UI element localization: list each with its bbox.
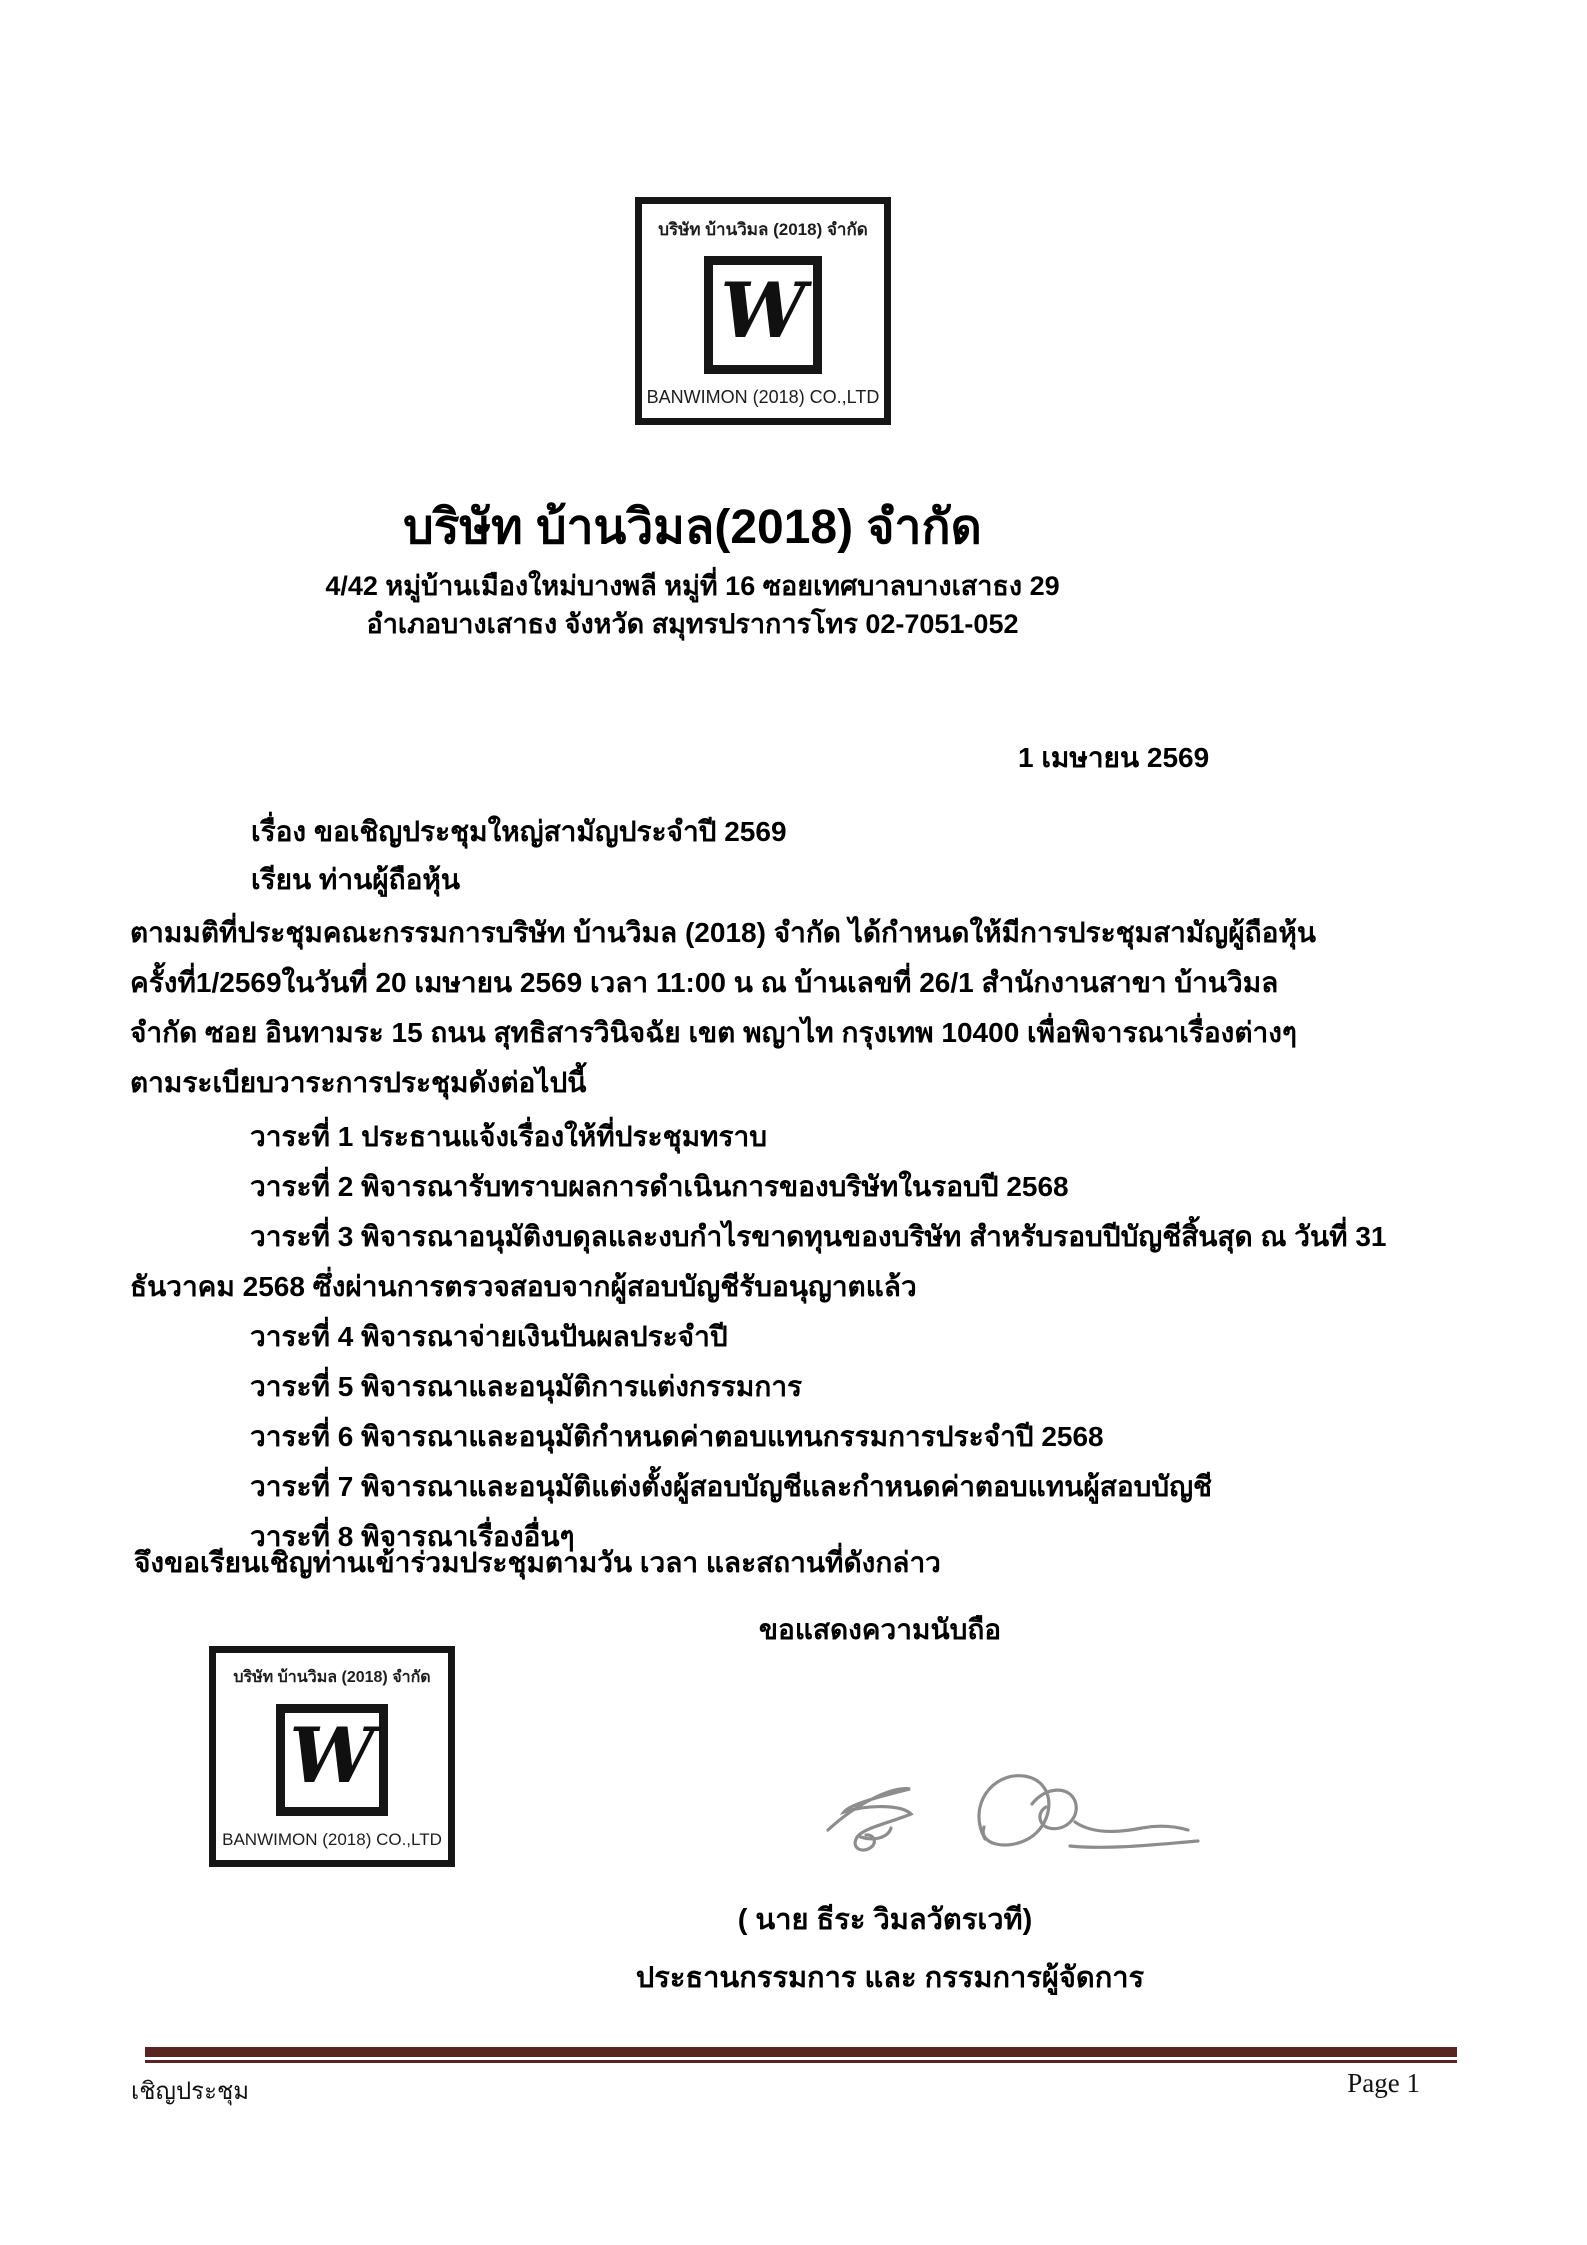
body-line: ครั้งที่1/2569ในวันที่ 20 เมษายน 2569 เวลา 11:00 น ณ บ้านเลขที่ 26/1 สำนักงานสาขา บ้านวิมล xyxy=(130,967,1279,998)
footer-divider-thick-bar xyxy=(145,2047,1457,2057)
logo-w-monogram-icon: W xyxy=(720,265,806,355)
agenda-item-5: วาระที่ 5 พิจารณาและอนุมัติการแต่งกรรมการ xyxy=(250,1371,803,1402)
signer-name: ( นาย ธีระ วิมลวัตรเวที) xyxy=(737,1904,1033,1936)
body-line: ตามระเบียบวาระการประชุมดังต่อไปนี้ xyxy=(130,1067,587,1098)
agenda-item-2: วาระที่ 2 พิจารณารับทราบผลการดำเนินการของบริษัทในรอบปี 2568 xyxy=(250,1171,1069,1202)
company-title: บริษัท บ้านวิมล(2018) จำกัด xyxy=(403,501,982,554)
footer-divider-thin-bar xyxy=(145,2060,1457,2063)
logo-company-name-thai: บริษัท บ้านวิมล (2018) จำกัด xyxy=(233,1669,431,1686)
agenda-item-1: วาระที่ 1 ประธานแจ้งเรื่องให้ที่ประชุมทราบ xyxy=(250,1121,768,1152)
company-address-line-2: อำเภอบางเสาธง จังหวัด สมุทรปราการโทร 02-7051-052 xyxy=(366,608,1019,639)
agenda-list xyxy=(130,1112,1498,1562)
agenda-item-4: วาระที่ 4 พิจารณาจ่ายเงินปันผลประจำปี xyxy=(250,1321,728,1352)
footer-page-number: Page 1 xyxy=(1347,2068,1420,2098)
body-line: ตามมติที่ประชุมคณะกรรมการบริษัท บ้านวิมล (2018) จำกัด ได้กำหนดให้มีการประชุมสามัญผู้ถือหุ้น xyxy=(130,917,1316,948)
logo-monogram-frame xyxy=(704,256,822,374)
agenda-item-3-continuation: ธันวาคม 2568 ซึ่งผ่านการตรวจสอบจากผู้สอบบัญชีรับอนุญาตแล้ว xyxy=(130,1271,917,1302)
body-paragraph xyxy=(130,908,1495,1108)
logo-w-monogram-icon: W xyxy=(289,1710,375,1800)
agenda-item-8: วาระที่ 8 พิจารณาเรื่องอื่นๆ xyxy=(250,1521,575,1552)
logo-company-name-thai: บริษัท บ้านวิมล (2018) จำกัด xyxy=(658,220,868,239)
logo-company-name-english: BANWIMON (2018) CO.,LTD xyxy=(222,1830,442,1849)
regards-line: ขอแสดงความนับถือ xyxy=(758,1614,1002,1645)
footer-divider xyxy=(145,2047,1457,2063)
logo-company-name-english: BANWIMON (2018) CO.,LTD xyxy=(646,387,880,407)
company-address-line-1: 4/42 หมู่บ้านเมืองใหม่บางพลี หมู่ที่ 16 ซอยเทศบาลบางเสาธง 29 xyxy=(325,570,1060,601)
footer-document-label: เชิญประชุม xyxy=(131,2079,250,2105)
body-line: จำกัด ซอย อินทามระ 15 ถนน สุทธิสารวินิจฉัย เขต พญาไท กรุงเทพ 10400 เพื่อพิจารณาเรื่องต่างๆ xyxy=(130,1017,1297,1048)
subject-line: เรื่อง ขอเชิญประชุมใหญ่สามัญประจำปี 2569 xyxy=(251,816,787,847)
salutation-line: เรียน ท่านผู้ถือหุ้น xyxy=(251,864,461,895)
agenda-item-7: วาระที่ 7 พิจารณาและอนุมัติแต่งตั้งผู้สอบบัญชีและกำหนดค่าตอบแทนผู้สอบบัญชี xyxy=(250,1471,1213,1502)
signature-scribble xyxy=(770,1742,1230,1882)
signer-title: ประธานกรรมการ และ กรรมการผู้จัดการ xyxy=(635,1962,1145,1994)
agenda-item-3: วาระที่ 3 พิจารณาอนุมัติงบดุลและงบกำไรขาดทุนของบริษัท สำหรับรอบปีบัญชีสิ้นสุด ณ วันที่ 31 xyxy=(250,1221,1387,1252)
logo-monogram-frame xyxy=(276,1704,388,1816)
letter-date: 1 เมษายน 2569 xyxy=(1018,742,1210,773)
company-logo-top xyxy=(635,197,891,425)
closing-line: จึงขอเรียนเชิญท่านเข้าร่วมประชุมตามวัน เวลา และสถานที่ดังกล่าว xyxy=(134,1547,941,1578)
agenda-item-6: วาระที่ 6 พิจารณาและอนุมัติกำหนดค่าตอบแทนกรรมการประจำปี 2568 xyxy=(250,1421,1104,1452)
company-logo-bottom xyxy=(209,1646,455,1867)
letterhead xyxy=(20,502,1365,643)
